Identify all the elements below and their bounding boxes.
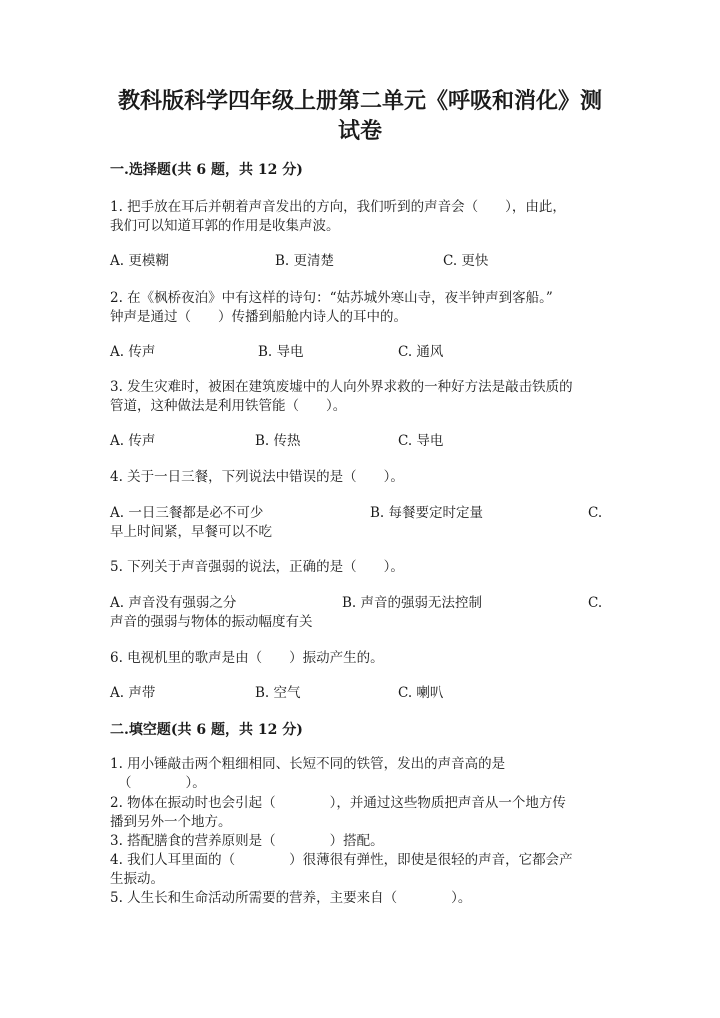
title-line-2: 试卷 — [337, 118, 382, 144]
question-1-option-c: C. 更快 — [443, 253, 489, 269]
question-5-option-a: A. 声音没有强弱之分 — [110, 595, 237, 611]
section-2-heading: 二.填空题(共 6 题，共 12 分) — [110, 722, 303, 738]
question-6-option-b: B. 空气 — [255, 685, 301, 701]
question-2-option-b: B. 导电 — [258, 344, 304, 360]
question-6-option-a: A. 声带 — [110, 685, 156, 701]
fill-line-8: 5. 人生长和生命活动所需要的营养，主要来自（ ）。 — [110, 890, 472, 906]
fill-line-2: （ ）。 — [118, 775, 206, 791]
fill-line-4: 播到另外一个地方。 — [110, 814, 232, 830]
question-6-option-c: C. 喇叭 — [398, 685, 444, 701]
question-2-option-a: A. 传声 — [110, 344, 156, 360]
page-title — [100, 86, 620, 146]
question-4-option-a: A. 一日三餐都是必不可少 — [110, 505, 264, 521]
question-3-stem-line-2: 管道，这种做法是利用铁管能（ ）。 — [110, 398, 347, 414]
question-1-option-a: A. 更模糊 — [110, 253, 169, 269]
question-1-stem-line-1: 1. 把手放在耳后并朝着声音发出的方向，我们听到的声音会（ ），由此， — [110, 199, 566, 215]
question-6-stem: 6. 电视机里的歌声是由（ ）振动产生的。 — [110, 650, 384, 666]
question-5-option-c-letter: C. — [588, 595, 603, 611]
question-4-option-c-text: 早上时间紧，早餐可以不吃 — [110, 524, 272, 540]
question-3-option-a: A. 传声 — [110, 433, 156, 449]
fill-line-7: 生振动。 — [110, 871, 164, 887]
question-5-option-c-text: 声音的强弱与物体的振动幅度有关 — [110, 614, 313, 630]
question-2-stem-line-2: 钟声是通过（ ）传播到船舱内诗人的耳中的。 — [110, 309, 407, 325]
question-4-stem: 4. 关于一日三餐，下列说法中错误的是（ ）。 — [110, 469, 404, 485]
section-1-heading: 一.选择题(共 6 题，共 12 分) — [110, 162, 303, 178]
question-4-option-c-letter: C. — [588, 505, 603, 521]
question-5-option-b: B. 声音的强弱无法控制 — [342, 595, 483, 611]
fill-line-6: 4. 我们人耳里面的（ ）很薄很有弹性，即使是很轻的声音，它都会产 — [110, 852, 573, 868]
title-line-1: 教科版科学四年级上册第二单元《呼吸和消化》测 — [117, 88, 602, 114]
question-3-option-b: B. 传热 — [255, 433, 301, 449]
fill-line-3: 2. 物体在振动时也会引起（ ），并通过这些物质把声音从一个地方传 — [110, 795, 566, 811]
question-3-option-c: C. 导电 — [398, 433, 444, 449]
question-4-option-b: B. 每餐要定时定量 — [370, 505, 484, 521]
question-3-stem-line-1: 3. 发生灾难时，被困在建筑废墟中的人向外界求救的一种好方法是敲击铁质的 — [110, 379, 573, 395]
question-2-option-c: C. 通风 — [398, 344, 444, 360]
fill-line-5: 3. 搭配膳食的营养原则是（ ）搭配。 — [110, 833, 384, 849]
question-1-option-b: B. 更清楚 — [275, 253, 335, 269]
question-2-stem-line-1: 2. 在《枫桥夜泊》中有这样的诗句：“姑苏城外寒山寺，夜半钟声到客船。” — [110, 290, 553, 306]
fill-line-1: 1. 用小锤敲击两个粗细相同、长短不同的铁管，发出的声音高的是 — [110, 756, 506, 772]
question-1-stem-line-2: 我们可以知道耳郭的作用是收集声波。 — [110, 218, 340, 234]
question-5-stem: 5. 下列关于声音强弱的说法，正确的是（ ）。 — [110, 559, 404, 575]
